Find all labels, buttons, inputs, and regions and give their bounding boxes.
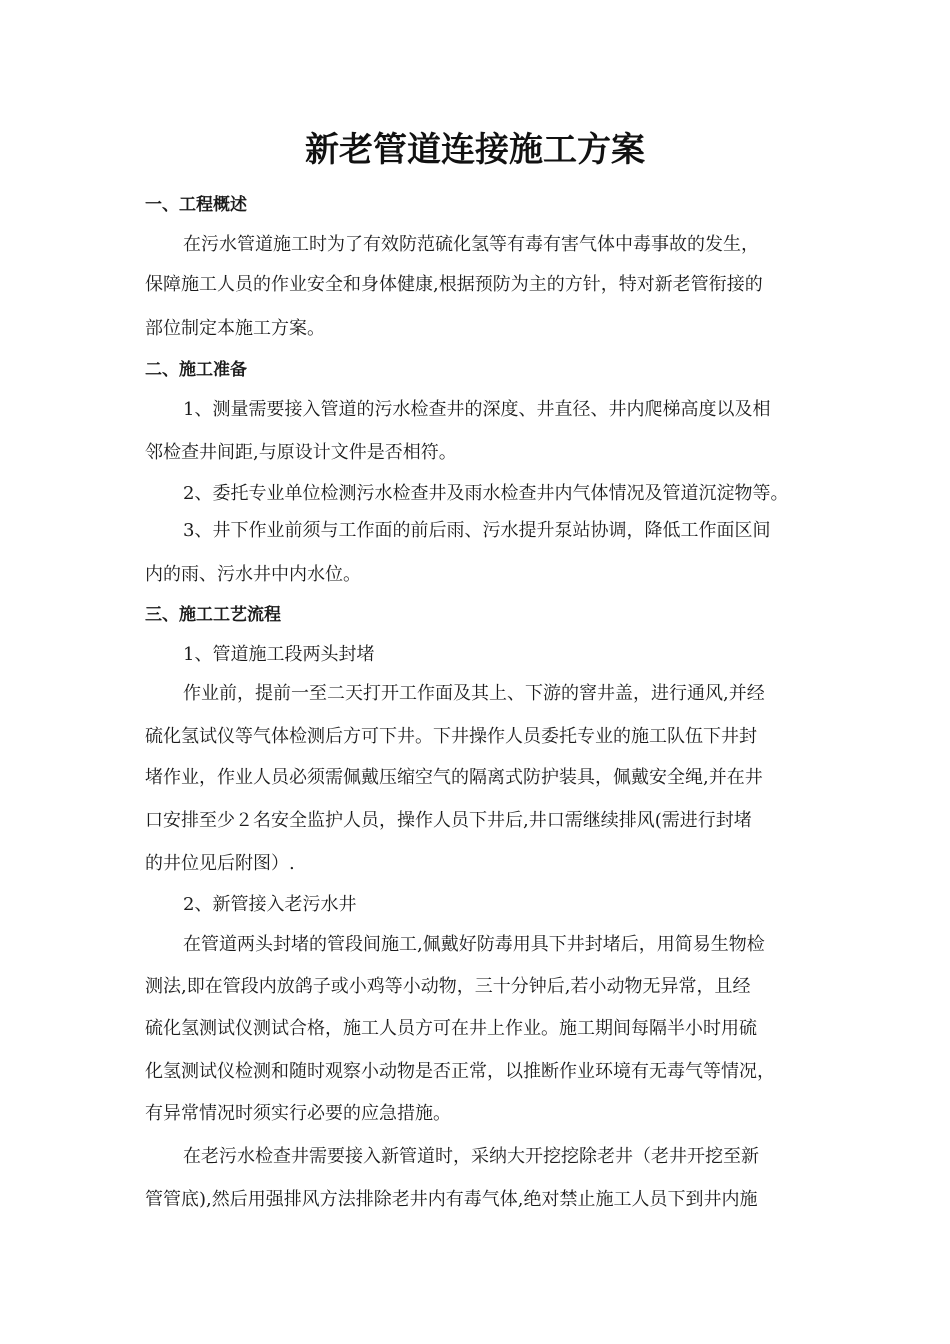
page-title: 新老管道连接施工方案	[305, 130, 645, 170]
paragraph-line: 的井位见后附图）.	[145, 853, 295, 874]
paragraph-line: 在管道两头封堵的管段间施工,佩戴好防毒用具下井封堵后，用简易生物检	[183, 934, 765, 955]
paragraph-line: 1、测量需要接入管道的污水检查井的深度、井直径、井内爬梯高度以及相	[183, 399, 771, 420]
paragraph-line: 2、新管接入老污水井	[183, 894, 357, 915]
paragraph-line: 作业前，提前一至二天打开工作面及其上、下游的窨井盖，进行通风,并经	[183, 683, 765, 704]
section-heading: 三、施工工艺流程	[145, 605, 281, 625]
paragraph-line: 测法,即在管段内放鸽子或小鸡等小动物，三十分钟后,若小动物无异常，且经	[145, 976, 751, 997]
paragraph-line: 保障施工人员的作业安全和身体健康,根据预防为主的方针，特对新老管衔接的	[145, 274, 763, 295]
paragraph-line: 2、委托专业单位检测污水检查井及雨水检查井内气体情况及管道沉淀物等。	[183, 483, 789, 504]
paragraph-line: 在污水管道施工时为了有效防范硫化氢等有毒有害气体中毒事故的发生，	[183, 234, 759, 255]
section-heading: 二、施工准备	[145, 360, 247, 380]
paragraph-line: 部位制定本施工方案。	[145, 318, 325, 339]
paragraph-line: 化氢测试仪检测和随时观察小动物是否正常，以推断作业环境有无毒气等情况，	[145, 1061, 775, 1082]
paragraph-line: 3、井下作业前须与工作面的前后雨、污水提升泵站协调，降低工作面区间	[183, 520, 771, 541]
paragraph-line: 1、管道施工段两头封堵	[183, 644, 375, 665]
paragraph-line: 有异常情况时须实行必要的应急措施。	[145, 1103, 451, 1124]
paragraph-line: 硫化氢试仪等气体检测后方可下井。下井操作人员委托专业的施工队伍下井封	[145, 726, 757, 747]
paragraph-line: 邻检查井间距,与原设计文件是否相符。	[145, 442, 457, 463]
paragraph-line: 在老污水检查井需要接入新管道时，采纳大开挖挖除老井（老井开挖至新	[183, 1146, 759, 1167]
section-heading: 一、工程概述	[145, 195, 247, 215]
paragraph-line: 堵作业，作业人员必须需佩戴压缩空气的隔离式防护装具，佩戴安全绳,并在井	[145, 767, 763, 788]
paragraph-line: 口安排至少２名安全监护人员，操作人员下井后,井口需继续排风(需进行封堵	[145, 810, 752, 831]
paragraph-line: 硫化氢测试仪测试合格，施工人员方可在井上作业。施工期间每隔半小时用硫	[145, 1018, 757, 1039]
paragraph-line: 内的雨、污水井中内水位。	[145, 564, 361, 585]
paragraph-line: 管管底),然后用强排风方法排除老井内有毒气体,绝对禁止施工人员下到井内施	[145, 1189, 758, 1210]
